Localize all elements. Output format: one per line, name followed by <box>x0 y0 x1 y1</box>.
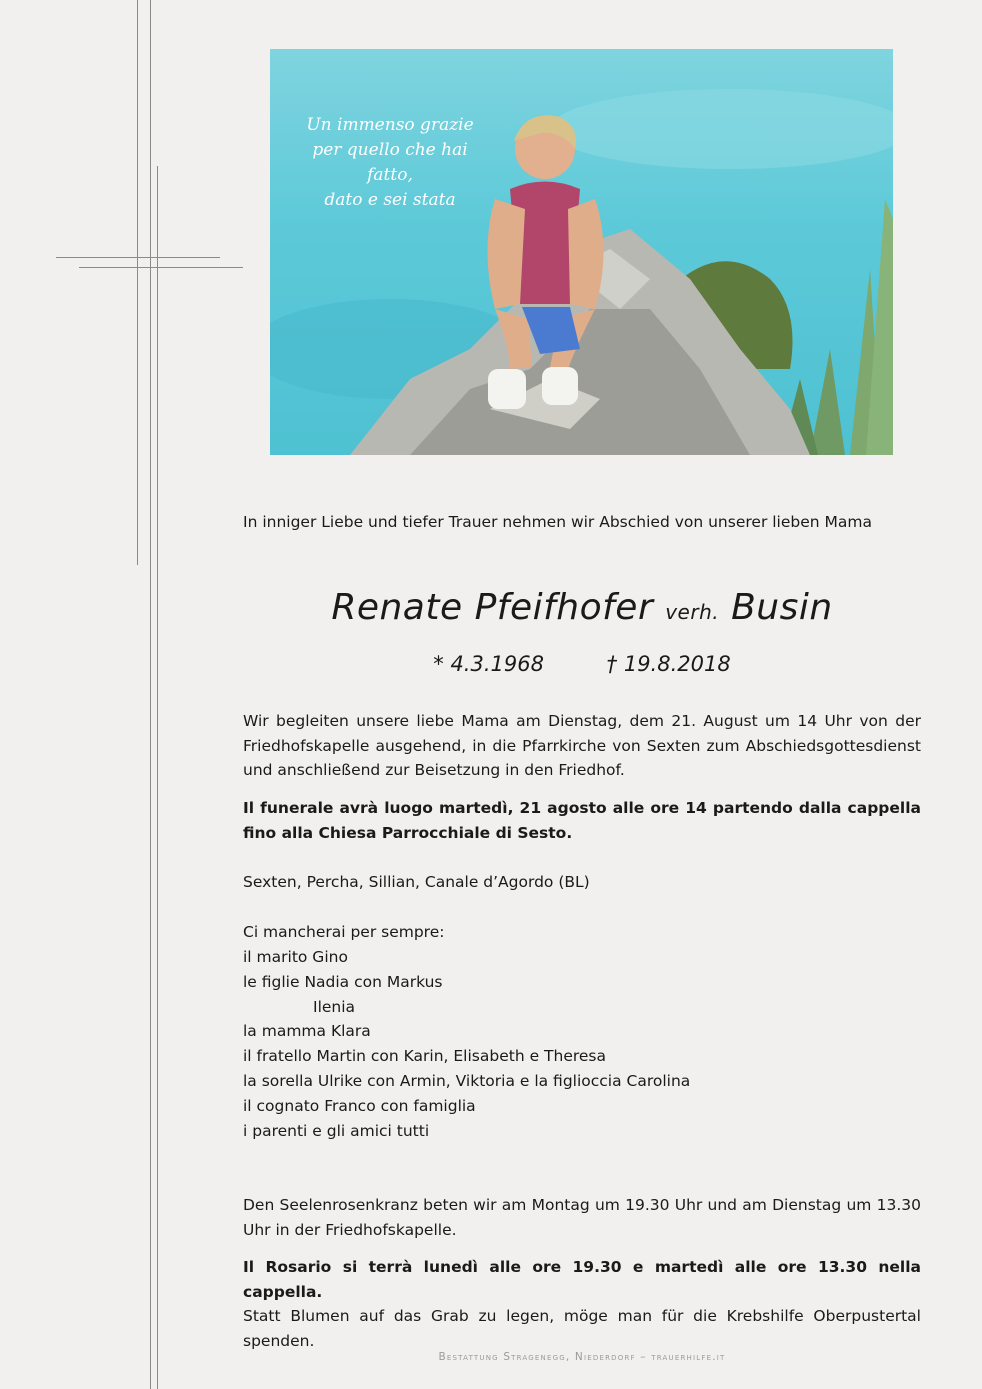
family-list <box>243 945 921 1143</box>
family-row: le figlie Nadia con Markus <box>243 972 443 991</box>
rosary-text-de: Den Seelenrosenkranz beten wir am Montag um 19.30 Uhr und am Dienstag um 13.30 Uhr in der Friedhofskapelle. <box>243 1196 921 1239</box>
family-row: la sorella Ulrike con Armin, Viktoria e la figlioccia Carolina <box>243 1071 691 1090</box>
footer-credit: Bestattung Stragenegg, Niederdorf – trauerhilfe.it <box>438 1351 726 1363</box>
deceased-full-name: Renate Pfeifhofer <box>331 587 654 628</box>
photo-illustration <box>270 49 893 455</box>
family-row <box>243 995 921 1020</box>
cross-horizontal-line <box>56 257 220 258</box>
family-row: la mamma Klara <box>243 1022 371 1041</box>
family-row: i parenti e gli amici tutti <box>243 1121 430 1140</box>
death-date: † 19.8.2018 <box>606 652 731 676</box>
married-name: Busin <box>731 587 833 628</box>
places-text: Sexten, Percha, Sillian, Canale d’Agordo (BL) <box>243 873 590 891</box>
memorial-photo <box>270 49 893 455</box>
funeral-text-it: Il funerale avrà luogo martedì, 21 agosto alle ore 14 partendo dalla cappella fino alla Chiesa Parrocchiale di Sesto. <box>243 799 921 842</box>
decorative-line <box>137 0 138 565</box>
life-dates <box>243 652 921 676</box>
funeral-text-de: Wir begleiten unsere liebe Mama am Dienstag, dem 21. August um 14 Uhr von der Friedhofskapelle ausgehend, in die Pfarrkirche von Sexten zum Abschiedsgottesdienst und anschließend zur Beisetzung in den Friedhof. <box>243 712 921 779</box>
birth-date: * 4.3.1968 <box>433 652 544 676</box>
family-row: il fratello Martin con Karin, Elisabeth e Theresa <box>243 1047 607 1066</box>
flowers-text: Statt Blumen auf das Grab zu legen, möge man für die Krebshilfe Oberpustertal spenden. <box>243 1307 921 1350</box>
deceased-name <box>243 587 921 628</box>
cross-horizontal-line <box>79 267 243 268</box>
decorative-line <box>150 0 151 1389</box>
cross-vertical-line <box>157 166 158 1389</box>
married-prefix: verh. <box>665 600 720 624</box>
family-row-text: Ilenia <box>313 997 356 1016</box>
family-title: Ci mancherai per sempre: <box>243 923 445 941</box>
family-row: il cognato Franco con famiglia <box>243 1096 476 1115</box>
intro-text: In inniger Liebe und tiefer Trauer nehmen wir Abschied von unserer lieben Mama <box>243 513 872 531</box>
rosary-text-it: Il Rosario si terrà lunedì alle ore 19.30 e martedì alle ore 13.30 nella cappella. <box>243 1258 921 1301</box>
family-row: il marito Gino <box>243 948 348 966</box>
photo-quote: Un immenso grazie per quello che hai fatto, dato e sei stata <box>306 115 474 210</box>
